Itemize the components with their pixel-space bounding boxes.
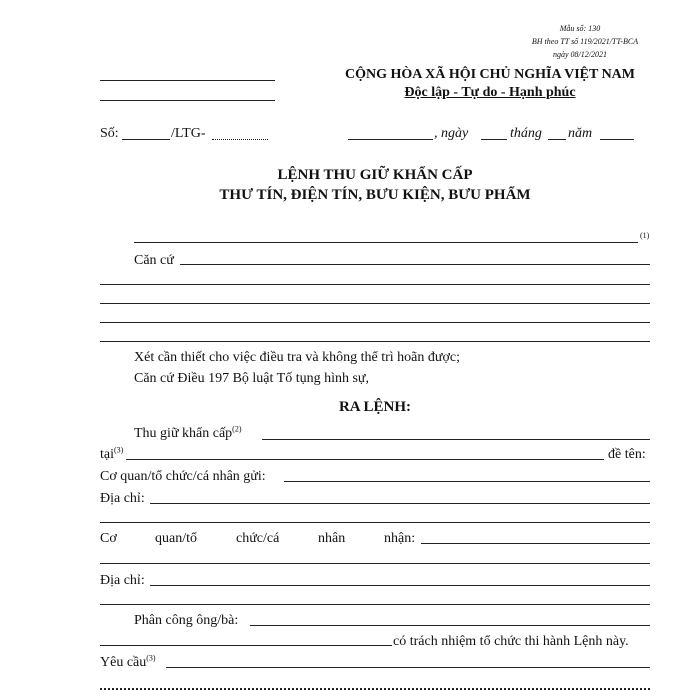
motto: Độc lập - Tự do - Hạnh phúc — [404, 85, 576, 100]
note-3: (3) — [114, 445, 124, 455]
can-cu-line-3 — [100, 303, 650, 304]
thang-blank — [548, 139, 566, 140]
ra-lenh-heading: RA LỆNH: — [338, 399, 412, 415]
so-blank — [122, 139, 170, 140]
assign-blank — [250, 625, 650, 626]
ngay-blank — [481, 139, 507, 140]
receiver-word-4: nhân — [318, 531, 346, 546]
thang-label: tháng — [510, 126, 542, 141]
receiver-address-line-2 — [100, 604, 650, 605]
receiver-line-2 — [100, 563, 650, 564]
nam-blank — [600, 139, 634, 140]
dieu-text: Căn cứ Điều 197 Bộ luật Tố tụng hình sự, — [134, 371, 370, 386]
receiver-word-3: chức/cá — [236, 531, 280, 546]
thu-giu-label — [134, 426, 242, 442]
blank-line-1 — [134, 242, 638, 243]
request-line-2 — [100, 688, 650, 690]
tai-text: tại — [100, 447, 114, 462]
assign-line-2 — [100, 645, 392, 646]
receiver-address-label: Địa chỉ: — [100, 573, 145, 588]
request-label — [100, 655, 156, 671]
thu-giu-text: Thu giữ khẩn cấp — [134, 426, 233, 441]
xet-text: Xét cần thiết cho việc điều tra và không thể trì hoãn được; — [134, 350, 460, 365]
de-ten-label: đề tên: — [608, 447, 646, 462]
sender-blank — [284, 481, 650, 482]
request-blank — [166, 667, 650, 668]
nam-label: năm — [568, 126, 593, 141]
title-line-1: LỆNH THU GIỮ KHẨN CẤP — [277, 167, 473, 183]
ngay-label: , ngày — [434, 126, 469, 141]
sender-label: Cơ quan/tổ chức/cá nhân gửi: — [100, 469, 266, 484]
tai-label — [100, 447, 123, 463]
thu-giu-blank — [262, 439, 650, 440]
ltg-blank — [212, 139, 268, 140]
form-date: ngày 08/12/2021 — [553, 50, 607, 59]
note-1: (1) — [640, 231, 650, 240]
tai-blank — [126, 459, 604, 460]
note-3b: (3) — [146, 653, 156, 663]
form-circular: BH theo TT số 119/2021/TT-BCA — [531, 37, 639, 46]
sender-address-blank — [150, 503, 650, 504]
note-2: (2) — [232, 424, 242, 434]
receiver-address-blank — [150, 585, 650, 586]
can-cu-line-2 — [100, 284, 650, 285]
so-label: Số: — [100, 126, 119, 141]
can-cu-blank — [180, 264, 650, 265]
ltg-label: /LTG- — [171, 126, 206, 141]
responsibility-text: có trách nhiệm tổ chức thi hành Lệnh này. — [393, 634, 629, 649]
receiver-word-1: Cơ — [100, 531, 117, 546]
agency-line-2 — [100, 100, 275, 101]
agency-line-1 — [100, 80, 275, 81]
sender-address-label: Địa chỉ: — [100, 491, 145, 506]
nation-title: CỘNG HÒA XÃ HỘI CHỦ NGHĨA VIỆT NAM — [344, 67, 635, 82]
receiver-blank — [421, 543, 650, 544]
receiver-word-5: nhận: — [384, 531, 416, 546]
sender-address-line-2 — [100, 522, 650, 523]
assign-label: Phân công ông/bà: — [134, 613, 239, 628]
place-blank — [348, 139, 433, 140]
form-number: Mẫu số: 130 — [559, 24, 601, 33]
can-cu-label: Căn cứ — [134, 253, 174, 268]
receiver-word-2: quan/tổ — [155, 531, 197, 546]
can-cu-line-4 — [100, 322, 650, 323]
can-cu-line-5 — [100, 341, 650, 342]
title-line-2: THƯ TÍN, ĐIỆN TÍN, BƯU KIỆN, BƯU PHẨM — [219, 187, 531, 203]
request-text: Yêu cầu — [100, 655, 147, 670]
